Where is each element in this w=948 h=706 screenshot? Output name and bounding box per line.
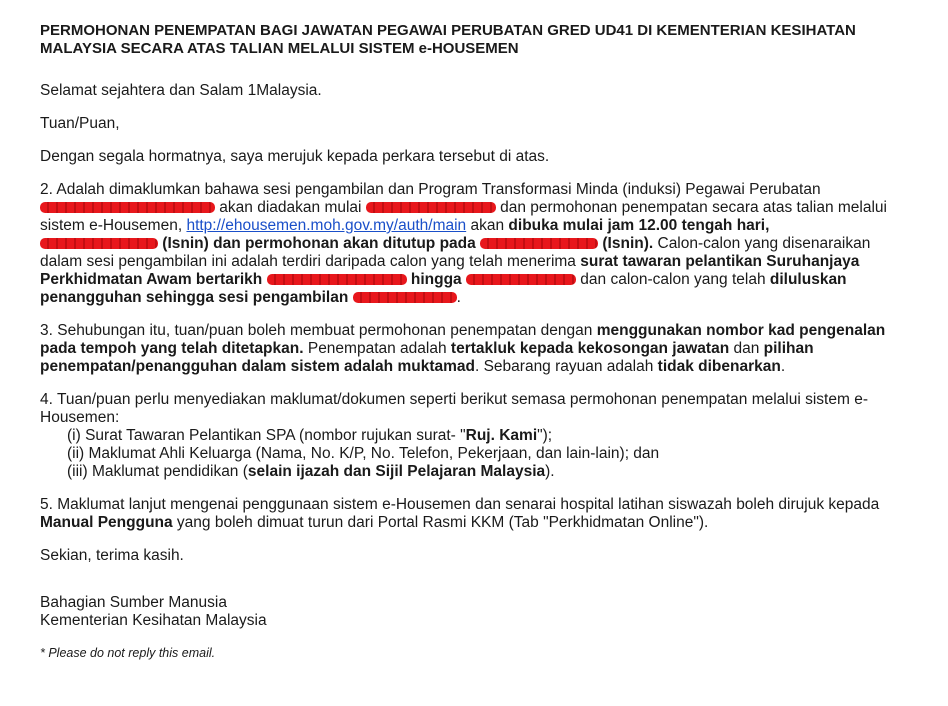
redaction-mark	[466, 274, 576, 285]
closing: Sekian, terima kasih.	[40, 547, 184, 564]
email-subject: PERMOHONAN PENEMPATAN BAGI JAWATAN PEGAWAI PERUBATAN GRED UD41 DI KEMENTERIAN KESIHATAN MALAYSIA SECARA ATAS TALIAN MELALUI SISTEM e-HOUSEMEN	[40, 22, 856, 57]
redaction-mark	[366, 202, 496, 213]
redaction-mark	[40, 238, 158, 249]
redaction-mark	[353, 292, 457, 303]
signature-line-ministry: Kementerian Kesihatan Malaysia	[40, 612, 267, 629]
salutation: Tuan/Puan,	[40, 115, 120, 132]
list-item: (ii) Maklumat Ahli Keluarga (Nama, No. K/P, No. Telefon, Pekerjaan, dan lain-lain); dan	[67, 445, 660, 462]
list-item: (iii) Maklumat pendidikan (selain ijazah dan Sijil Pelajaran Malaysia).	[67, 463, 555, 480]
redaction-mark	[40, 202, 215, 213]
greeting: Selamat sejahtera dan Salam 1Malaysia.	[40, 82, 322, 99]
paragraph-4	[40, 391, 908, 481]
paragraph-4-intro: 4. Tuan/puan perlu menyediakan maklumat/dokumen seperti berikut semasa permohonan penempatan melalui sistem e-Housemen:	[40, 391, 868, 426]
intro-paragraph: Dengan segala hormatnya, saya merujuk kepada perkara tersebut di atas.	[40, 148, 550, 165]
signature-line-department: Bahagian Sumber Manusia	[40, 594, 227, 611]
list-item: (i) Surat Tawaran Pelantikan SPA (nombor rujukan surat- "Ruj. Kami");	[67, 427, 553, 444]
paragraph-5: 5. Maklumat lanjut mengenai penggunaan sistem e-Housemen dan senarai hospital latihan siswazah boleh dirujuk kepada Manual Pengguna yang boleh dimuat turun dari Portal Rasmi KKM (Tab "Perkhidmatan Online").	[40, 496, 880, 531]
redaction-mark	[480, 238, 598, 249]
paragraph-3: 3. Sehubungan itu, tuan/puan boleh membuat permohonan penempatan dengan menggunakan nombor kad pengenalan pada tempoh yang telah ditetapkan. Penempatan adalah tertakluk kepada kekosongan jawatan dan pilihan penempatan/penangguhan dalam sistem adalah muktamad. Sebarang rayuan adalah tidak dibenarkan.	[40, 322, 886, 375]
ehousemen-link[interactable]: http://ehousemen.moh.gov.my/auth/main	[186, 217, 467, 234]
footer-note: * Please do not reply this email.	[40, 646, 216, 660]
paragraph-2: 2. Adalah dimaklumkan bahawa sesi pengambilan dan Program Transformasi Minda (induksi) Pegawai Perubatan akan diadakan mulai dan permohonan penempatan secara atas talian melalui sistem e-Housemen, http://ehousemen.moh.gov.my/auth/main akan dibuka mulai jam 12.00 tengah hari, (Isnin) dan permohonan akan ditutup pada (Isnin). Calon-calon yang disenaraikan dalam sesi pengambilan ini adalah terdiri daripada calon yang telah menerima surat tawaran pelantikan Suruhanjaya Perkhidmatan Awam bertarikh hingga dan calon-calon yang telah diluluskan penangguhan sehingga sesi pengambilan .	[40, 181, 887, 306]
redaction-mark	[267, 274, 407, 285]
signature-block	[40, 594, 908, 630]
